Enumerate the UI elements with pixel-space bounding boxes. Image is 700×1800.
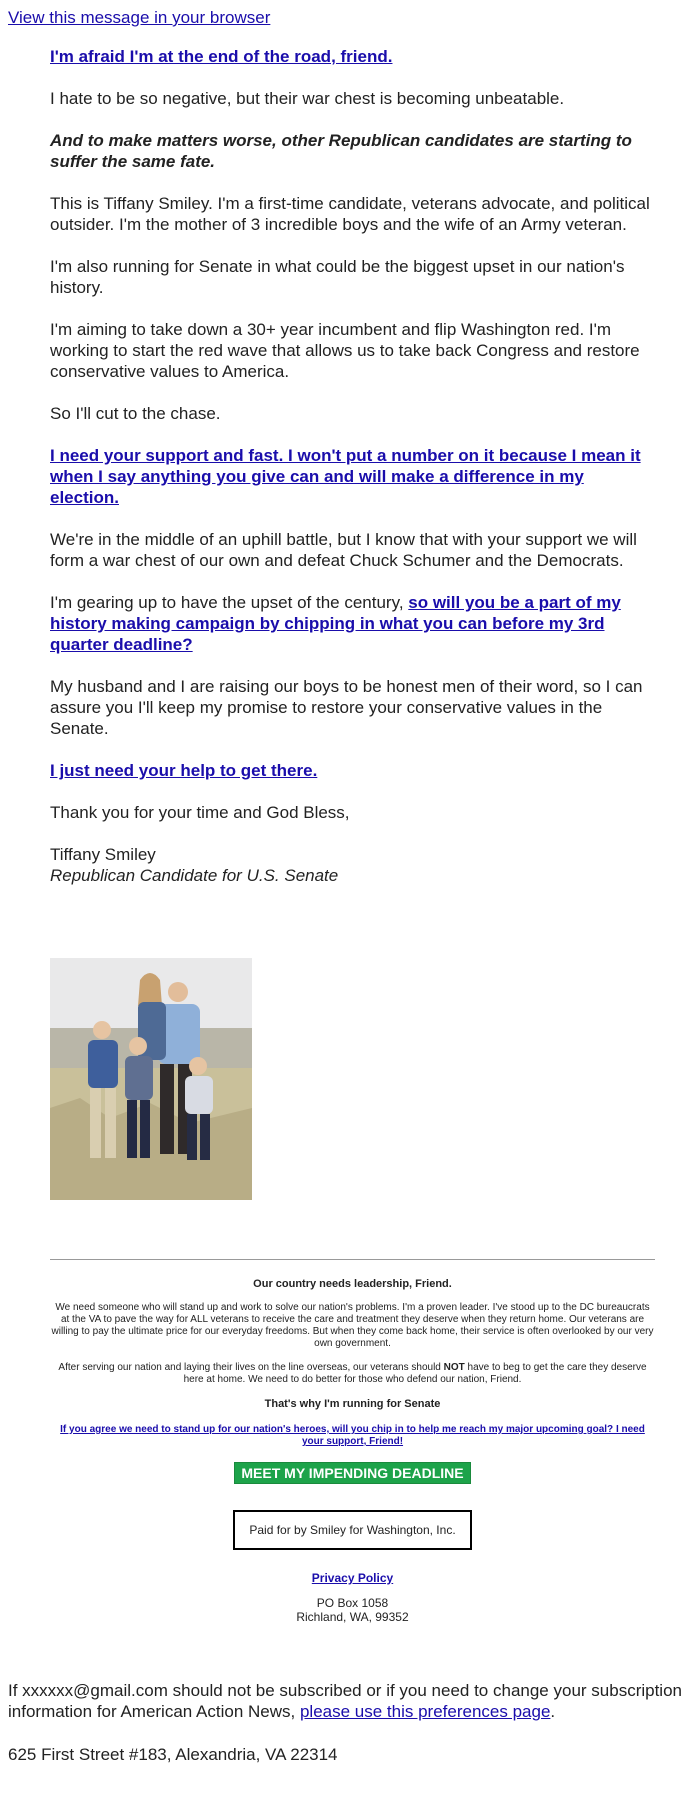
signature-title: Republican Candidate for U.S. Senate bbox=[50, 866, 339, 885]
sender-address: 625 First Street #183, Alexandria, VA 22314 bbox=[8, 1745, 338, 1764]
veterans-text-a: After serving our nation and laying their lives on the line overseas, our veterans should bbox=[58, 1362, 444, 1373]
headline-link[interactable]: I'm afraid I'm at the end of the road, friend. bbox=[50, 47, 393, 66]
footer-paragraph-leader: We need someone who will stand up and work to solve our nation's problems. I'm a proven leader. I've stood up to the DC bureaucrats at the VA to pave the way for ALL veterans to receive the care and treatment they deserve when they return home. Our veterans are willing to pay the ultimate price for our everyday freedoms. But when they come back home, their service is often overlooked by our very own government. bbox=[51, 1302, 654, 1349]
unsubscribe-text: If xxxxxx@gmail.com should not be subscribed or if you need to change your subscription information for American Action News, bbox=[8, 1681, 682, 1721]
unsubscribe-end: . bbox=[550, 1702, 556, 1721]
paragraph-worse: And to make matters worse, other Republican candidates are starting to suffer the same fate. bbox=[50, 131, 632, 171]
address-line-1: PO Box 1058 bbox=[316, 1596, 389, 1610]
paragraph-chase: So I'll cut to the chase. bbox=[50, 404, 221, 423]
paragraph-thanks: Thank you for your time and God Bless, bbox=[50, 803, 350, 822]
preferences-link[interactable]: please use this preferences page bbox=[299, 1702, 551, 1721]
footer-divider bbox=[50, 1259, 655, 1260]
running-heading: That's why I'm running for Senate bbox=[264, 1398, 441, 1410]
paragraph-upset bbox=[50, 592, 655, 655]
view-in-browser-link[interactable]: View this message in your browser bbox=[8, 8, 271, 27]
deadline-button[interactable]: MEET MY IMPENDING DEADLINE bbox=[234, 1462, 470, 1484]
veterans-text-b: have to beg to get the care they deserve here at home. We need to do better for those who defend our nation, Friend. bbox=[183, 1362, 647, 1385]
footer bbox=[50, 1278, 655, 1624]
paragraph-husband: My husband and I are raising our boys to be honest men of their word, so I can assure you I'll keep my promise to restore your conservative values in the Senate. bbox=[50, 677, 643, 738]
deadline-link[interactable]: so will you be a part of my history making campaign by chipping in what you can before my 3rd quarter deadline? bbox=[50, 593, 621, 654]
help-link[interactable]: I just need your help to get there. bbox=[50, 761, 318, 780]
signature bbox=[50, 844, 655, 886]
footer-heading: Our country needs leadership, Friend. bbox=[253, 1278, 452, 1290]
address-line-2: Richland, WA, 99352 bbox=[296, 1610, 409, 1624]
paragraph-uphill: We're in the middle of an uphill battle, but I know that with your support we will form a war chest of our own and defeat Chuck Schumer and the Democrats. bbox=[50, 530, 637, 570]
footer-address bbox=[50, 1596, 655, 1624]
signature-name: Tiffany Smiley bbox=[50, 845, 156, 864]
paragraph-incumbent: I'm aiming to take down a 30+ year incumbent and flip Washington red. I'm working to start the red wave that allows us to take back Congress and restore conservative values to America. bbox=[50, 320, 640, 381]
footer-paragraph-veterans bbox=[50, 1362, 655, 1386]
veterans-text-bold: NOT bbox=[443, 1362, 465, 1373]
email-body bbox=[50, 46, 655, 886]
privacy-policy-link[interactable]: Privacy Policy bbox=[311, 1571, 394, 1585]
paid-for-box: Paid for by Smiley for Washington, Inc. bbox=[233, 1510, 471, 1550]
paragraph-war-chest: I hate to be so negative, but their war chest is becoming unbeatable. bbox=[50, 89, 565, 108]
unsubscribe-notice bbox=[8, 1680, 698, 1722]
chip-in-link[interactable]: If you agree we need to stand up for our nation's heroes, will you chip in to help me reach my major upcoming goal? I need your support, Friend! bbox=[60, 1424, 645, 1447]
paragraph-intro: This is Tiffany Smiley. I'm a first-time candidate, veterans advocate, and political outsider. I'm the mother of 3 incredible boys and the wife of an Army veteran. bbox=[50, 194, 650, 234]
family-photo bbox=[50, 958, 252, 1200]
upset-text: I'm gearing up to have the upset of the century, bbox=[50, 593, 409, 612]
support-link[interactable]: I need your support and fast. I won't put a number on it because I mean it when I say anything you give can and will make a difference in my election. bbox=[50, 446, 641, 507]
paragraph-senate: I'm also running for Senate in what could be the biggest upset in our nation's history. bbox=[50, 257, 625, 297]
